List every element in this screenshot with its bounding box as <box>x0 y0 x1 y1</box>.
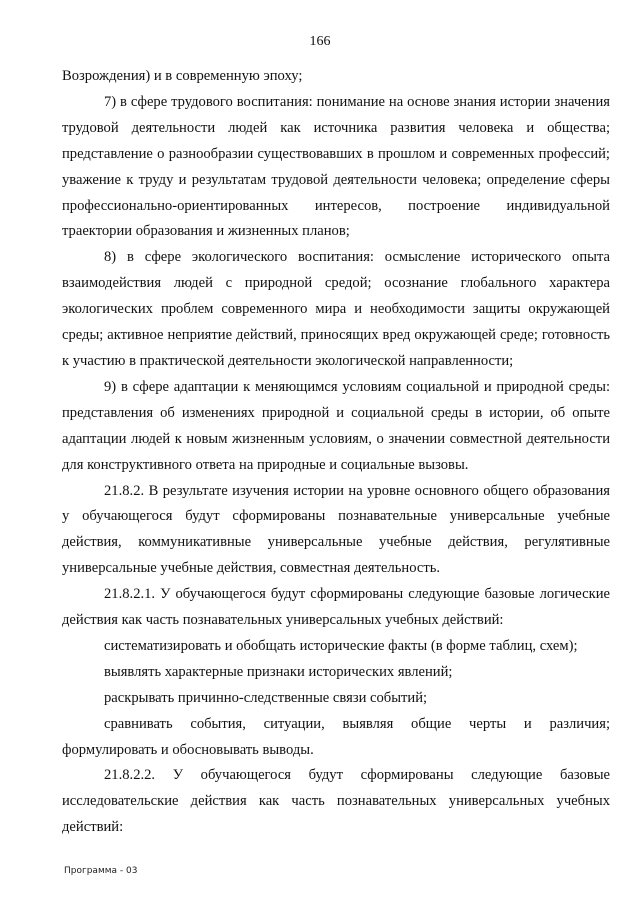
list-item: систематизировать и обобщать исторические факты (в форме таблиц, схем); <box>104 637 578 654</box>
paragraph-conclusions: формулировать и обосновывать выводы. <box>62 741 314 758</box>
paragraph-21-8-2: 21.8.2. В результате изучения истории на уровне основного общего образования у обучающегося будут сформированы познавательные универсальные учебные действия, коммуникативные универсальные учебные действия, регулятивные универсальные учебные действия, совместная деятельность. <box>62 482 610 577</box>
page-number: 166 <box>309 34 331 49</box>
footer-program-label: Программа - 03 <box>64 866 138 876</box>
list-item: выявлять характерные признаки исторических явлений; <box>104 663 453 680</box>
list-item: сравнивать события, ситуации, выявляя общие черты и различия; <box>104 715 610 732</box>
page-body <box>62 64 610 841</box>
paragraph-21-8-2-2: 21.8.2.2. У обучающегося будут сформированы следующие базовые исследовательские действия как часть познавательных универсальных учебных действий: <box>62 767 610 836</box>
paragraph-adaptation: 9) в сфере адаптации к меняющимся условиям социальной и природной среды: представления об изменениях природной и социальной среды в истории, об опыте адаптации людей к новым жизненным условиям, о значении совместной деятельности для конструктивного ответа на природные и социальные вызовы. <box>62 378 610 473</box>
paragraph-ecological-education: 8) в сфере экологического воспитания: осмысление исторического опыта взаимодействия людей с природной средой; осознание глобального характера экологических проблем современного мира и необходимости защиты окружающей среды; активное неприятие действий, приносящих вред окружающей среде; готовность к участию в практической деятельности экологической направленности; <box>62 249 610 369</box>
list-item: раскрывать причинно-следственные связи событий; <box>104 689 428 706</box>
paragraph-21-8-2-1: 21.8.2.1. У обучающегося будут сформированы следующие базовые логические действия как часть познавательных универсальных учебных действий: <box>62 586 610 629</box>
paragraph-continuation: Возрождения) и в современную эпоху; <box>62 68 303 84</box>
paragraph-labor-education: 7) в сфере трудового воспитания: понимание на основе знания истории значения трудовой деятельности людей как источника развития человека и общества; представление о разнообразии существовавших в прошлом и современных профессий; уважение к труду и результатам трудовой деятельности человека; определение сферы профессионально-ориентированных интересов, построение индивидуальной траектории образования и жизненных планов; <box>62 93 610 240</box>
